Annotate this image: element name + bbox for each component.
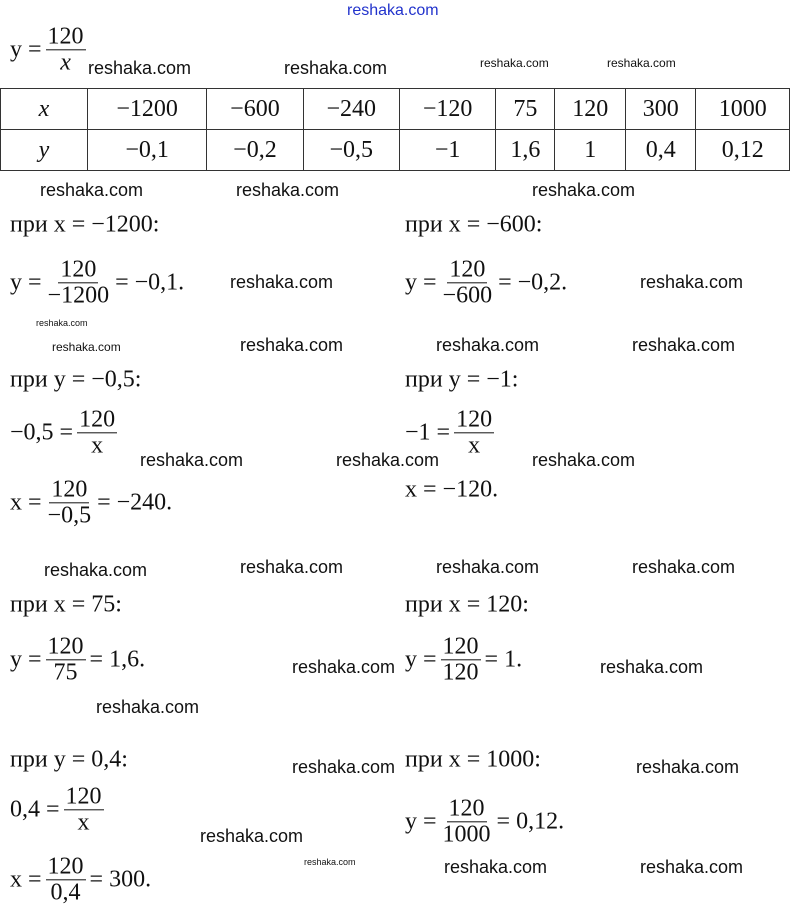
watermark: reshaka.com [52,340,121,354]
equation-lhs: x = [10,866,42,893]
equation-line [10,407,121,458]
fraction-denominator: 120 [442,659,479,686]
formula-numerator: 120 [47,23,84,50]
fraction-denominator: 0,4 [50,879,81,906]
fraction [46,634,86,685]
watermark: reshaka.com [304,857,356,867]
fraction-denominator: x [468,432,481,459]
fraction-denominator: x [77,809,90,836]
equation-lhs: y = [405,646,437,673]
watermark: reshaka.com [240,557,344,577]
equation-lhs: y = [405,808,437,835]
watermark: reshaka.com [36,318,88,328]
watermark: reshaka.com [44,560,148,580]
watermark: reshaka.com [96,697,200,717]
table-cell: −240 [303,89,399,130]
solution-heading: при y = 0,4: [10,746,128,773]
main-formula [10,24,90,75]
fraction-numerator: 120 [442,633,479,660]
watermark: reshaka.com [284,58,388,78]
watermark: reshaka.com [336,450,440,470]
table-cell: 300 [625,89,696,130]
fraction-numerator: 120 [79,406,116,433]
watermark: reshaka.com [436,335,540,355]
table-cell: −120 [399,89,495,130]
fraction-numerator: 120 [449,256,486,283]
equation-line [10,784,108,835]
equation-lhs: x = −120. [405,476,499,503]
solution-heading: при x = 120: [405,591,529,618]
fraction [46,477,94,528]
equation-rhs: = −0,2. [498,269,568,296]
watermark: reshaka.com [444,857,548,877]
table-cell: 0,4 [625,130,696,171]
fraction [441,257,495,308]
equation-line [405,477,498,504]
fraction [46,257,112,308]
watermark: reshaka.com [230,272,334,292]
solution-heading: при x = 75: [10,591,122,618]
watermark: reshaka.com [436,557,540,577]
table-cell: −1200 [88,89,207,130]
watermark: reshaka.com [347,2,439,19]
table-cell: −0,2 [207,130,303,171]
table-row-y [1,130,790,171]
fraction-denominator: −1200 [47,282,110,309]
table-cell: 0,12 [696,130,790,171]
table-cell: −1 [399,130,495,171]
watermark: reshaka.com [200,826,304,846]
equation-rhs: = 1,6. [89,646,146,673]
equation-line [10,854,151,905]
equation-lhs: −1 = [405,419,451,446]
equation-rhs: = −0,1. [115,269,185,296]
fraction-numerator: 120 [456,406,493,433]
fraction [441,634,481,685]
equation-line [405,634,522,685]
equation-rhs: = 300. [89,866,152,893]
watermark: reshaka.com [600,657,704,677]
fraction-numerator: 120 [60,256,97,283]
equation-rhs: = 1. [484,646,523,673]
fraction [46,854,86,905]
equation-lhs: x = [10,489,42,516]
watermark: reshaka.com [292,657,396,677]
equation-line [10,257,184,308]
solution-heading: при x = −1200: [10,211,160,238]
watermark: reshaka.com [532,180,636,200]
watermark: reshaka.com [532,450,636,470]
table-cell: 1000 [696,89,790,130]
equation-lhs: y = [10,646,42,673]
fraction-denominator: 1000 [442,821,491,848]
watermark: reshaka.com [632,557,736,577]
watermark: reshaka.com [140,450,244,470]
watermark: reshaka.com [236,180,340,200]
watermark: reshaka.com [636,757,740,777]
watermark: reshaka.com [240,335,344,355]
solution-heading: при y = −1: [405,366,519,393]
table-cell: −600 [207,89,303,130]
equation-lhs: 0,4 = [10,796,60,823]
watermark: reshaka.com [640,272,744,292]
fraction [454,407,494,458]
table-cell: −0,5 [303,130,399,171]
table-cell: 75 [496,89,555,130]
table-cell: 1 [555,130,626,171]
equation-line [10,634,145,685]
equation-rhs: = −240. [97,489,173,516]
values-table [0,88,790,171]
equation-rhs: = 0,12. [496,808,565,835]
watermark: reshaka.com [640,857,744,877]
formula-fraction [46,24,86,75]
fraction [64,784,104,835]
row-label: y [1,130,88,171]
fraction-denominator: −0,5 [47,502,92,529]
table-cell: 120 [555,89,626,130]
fraction-denominator: −600 [442,282,493,309]
formula-lhs: y = [10,36,42,63]
equation-line [405,257,567,308]
solution-heading: при x = 1000: [405,746,541,773]
equation-line [405,796,564,847]
solution-heading: при x = −600: [405,211,543,238]
fraction-numerator: 120 [47,633,84,660]
table-cell: 1,6 [496,130,555,171]
solution-heading: при y = −0,5: [10,366,142,393]
fraction [441,796,493,847]
fraction-numerator: 120 [65,783,102,810]
equation-lhs: y = [10,269,42,296]
fraction-denominator: x [91,432,104,459]
watermark: reshaka.com [40,180,144,200]
equation-lhs: y = [405,269,437,296]
watermark: reshaka.com [480,56,549,70]
formula-denominator: x [60,49,71,76]
table-row-x [1,89,790,130]
table-cell: −0,1 [88,130,207,171]
watermark: reshaka.com [632,335,736,355]
watermark: reshaka.com [607,56,676,70]
fraction-denominator: 75 [53,659,78,686]
fraction-numerator: 120 [448,795,485,822]
equation-lhs: −0,5 = [10,419,74,446]
fraction-numerator: 120 [51,476,88,503]
fraction [77,407,117,458]
watermark: reshaka.com [292,757,396,777]
watermark: reshaka.com [88,58,192,78]
fraction-numerator: 120 [47,853,84,880]
row-label: x [1,89,88,130]
equation-line [10,477,172,528]
